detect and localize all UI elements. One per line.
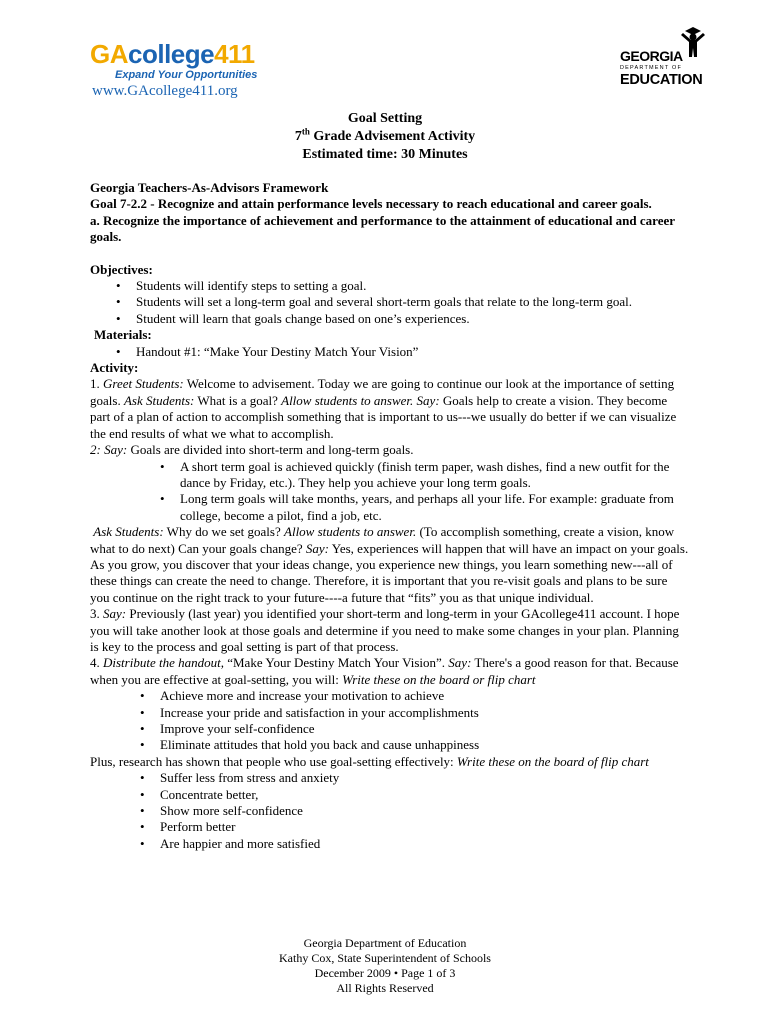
footer-line: Kathy Cox, State Superintendent of Schools xyxy=(279,951,491,965)
materials-list xyxy=(90,344,690,360)
list-item: • Perform better xyxy=(160,819,690,835)
gacollege411-wordmark: GAcollege411 xyxy=(90,39,255,69)
list-item: • Suffer less from stress and anxiety xyxy=(160,770,690,786)
activity-heading: Activity: xyxy=(90,360,139,376)
list-item: • A short term goal is achieved quickly (finish term paper, wash dishes, find a new outfit for the dance by Friday, etc.). They help you achieve your long term goals. xyxy=(180,459,690,492)
doe-georgia-text: GEORGIA xyxy=(620,48,683,64)
framework-subgoal: a. Recognize the importance of achievement and performance to the attainment of educational and career goals. xyxy=(90,212,675,245)
research-benefits-list xyxy=(90,770,690,852)
document-body xyxy=(90,180,690,852)
list-item: • Achieve more and increase your motivation to achieve xyxy=(160,688,690,704)
objectives-list xyxy=(90,278,690,327)
list-item: • Eliminate attitudes that hold you back and cause unhappiness xyxy=(160,737,690,753)
research-intro: Plus, research has shown that people who use goal-setting effectively: Write these on the board of flip chart xyxy=(90,753,649,769)
goal-setting-benefits-list xyxy=(90,688,690,754)
list-item: • Student will learn that goals change based on one’s experiences. xyxy=(136,311,690,327)
objectives-heading: Objectives: xyxy=(90,261,153,277)
list-item: • Increase your pride and satisfaction in your accomplishments xyxy=(160,705,690,721)
gacollege411-logo xyxy=(90,40,270,110)
list-item: • Long term goals will take months, years, and perhaps all your life. For example: graduate from college, become a pilot, find a job, etc. xyxy=(180,491,690,524)
list-item: • Are happier and more satisfied xyxy=(160,836,690,852)
subtitle-line: 7th Grade Advisement Activity xyxy=(294,126,476,144)
gacollege411-tagline: Expand Your Opportunities xyxy=(115,69,258,81)
activity-step-1: 1. Greet Students: Welcome to advisement. Today we are going to continue our look at the importance of setting goals. Ask Students: What is a goal? Allow students to answer. Say: Goals help to create a vision. They become part of a plan of action to accomplish something that is important to us---we usually do better if we can visualize the end results of what we what to accomplish. xyxy=(90,376,677,441)
framework-goal: Goal 7-2.2 - Recognize and attain performance levels necessary to reach educational and career goals. xyxy=(90,196,652,212)
framework-heading: Georgia Teachers-As-Advisors Framework xyxy=(90,180,329,195)
list-item: • Handout #1: “Make Your Destiny Match Your Vision” xyxy=(136,344,690,360)
goal-types-list xyxy=(90,459,690,525)
georgia-doe-logo xyxy=(620,26,715,86)
list-item: • Show more self-confidence xyxy=(160,803,690,819)
title-line: Goal Setting xyxy=(347,111,423,126)
doe-education-text: EDUCATION xyxy=(620,72,703,88)
footer-line: December 2009 • Page 1 of 3 xyxy=(314,966,456,980)
list-item: • Improve your self-confidence xyxy=(160,721,690,737)
footer-line: Georgia Department of Education xyxy=(303,936,467,950)
doe-department-text: DEPARTMENT OF xyxy=(620,65,683,71)
estimated-time-line: Estimated time: 30 Minutes xyxy=(302,147,468,162)
gacollege411-url: www.GAcollege411.org xyxy=(92,83,238,99)
activity-ask-students: Ask Students: Why do we set goals? Allow students to answer. (To accomplish something, create a vision, know what to do next) Can your goals change? Say: Yes, experiences will happen that will have an impact on your goals. As you grow, you discover that your ideas change, you experience new things, you learn something new---all of these things can create the need to change. Therefore, it is important that you re-visit goals and plans to be sure you continue on the right track to your future----a future that “fits” you as that unique individual. xyxy=(90,524,689,605)
page-footer xyxy=(0,936,770,996)
materials-heading: Materials: xyxy=(94,327,152,343)
list-item: • Concentrate better, xyxy=(160,787,690,803)
activity-step-4: 4. Distribute the handout, “Make Your Destiny Match Your Vision”. Say: There's a good reason for that. Because when you are effective at goal-setting, you will: Write these on the board or flip chart xyxy=(90,655,679,687)
activity-step-2: 2: Say: Goals are divided into short-term and long-term goals. xyxy=(90,442,414,458)
list-item: • Students will set a long-term goal and several short-term goals that relate to the long-term goal. xyxy=(136,294,690,310)
activity-step-3: 3. Say: Previously (last year) you identified your short-term and long-term in your GAcollege411 account. I hope you will take another look at those goals and determine if you need to make some changes in your plan. Planning is key to the process and goal setting is part of that process. xyxy=(90,606,680,654)
document-title-block xyxy=(0,110,770,164)
list-item: • Students will identify steps to setting a goal. xyxy=(136,278,690,294)
footer-line: All Rights Reserved xyxy=(336,981,434,995)
